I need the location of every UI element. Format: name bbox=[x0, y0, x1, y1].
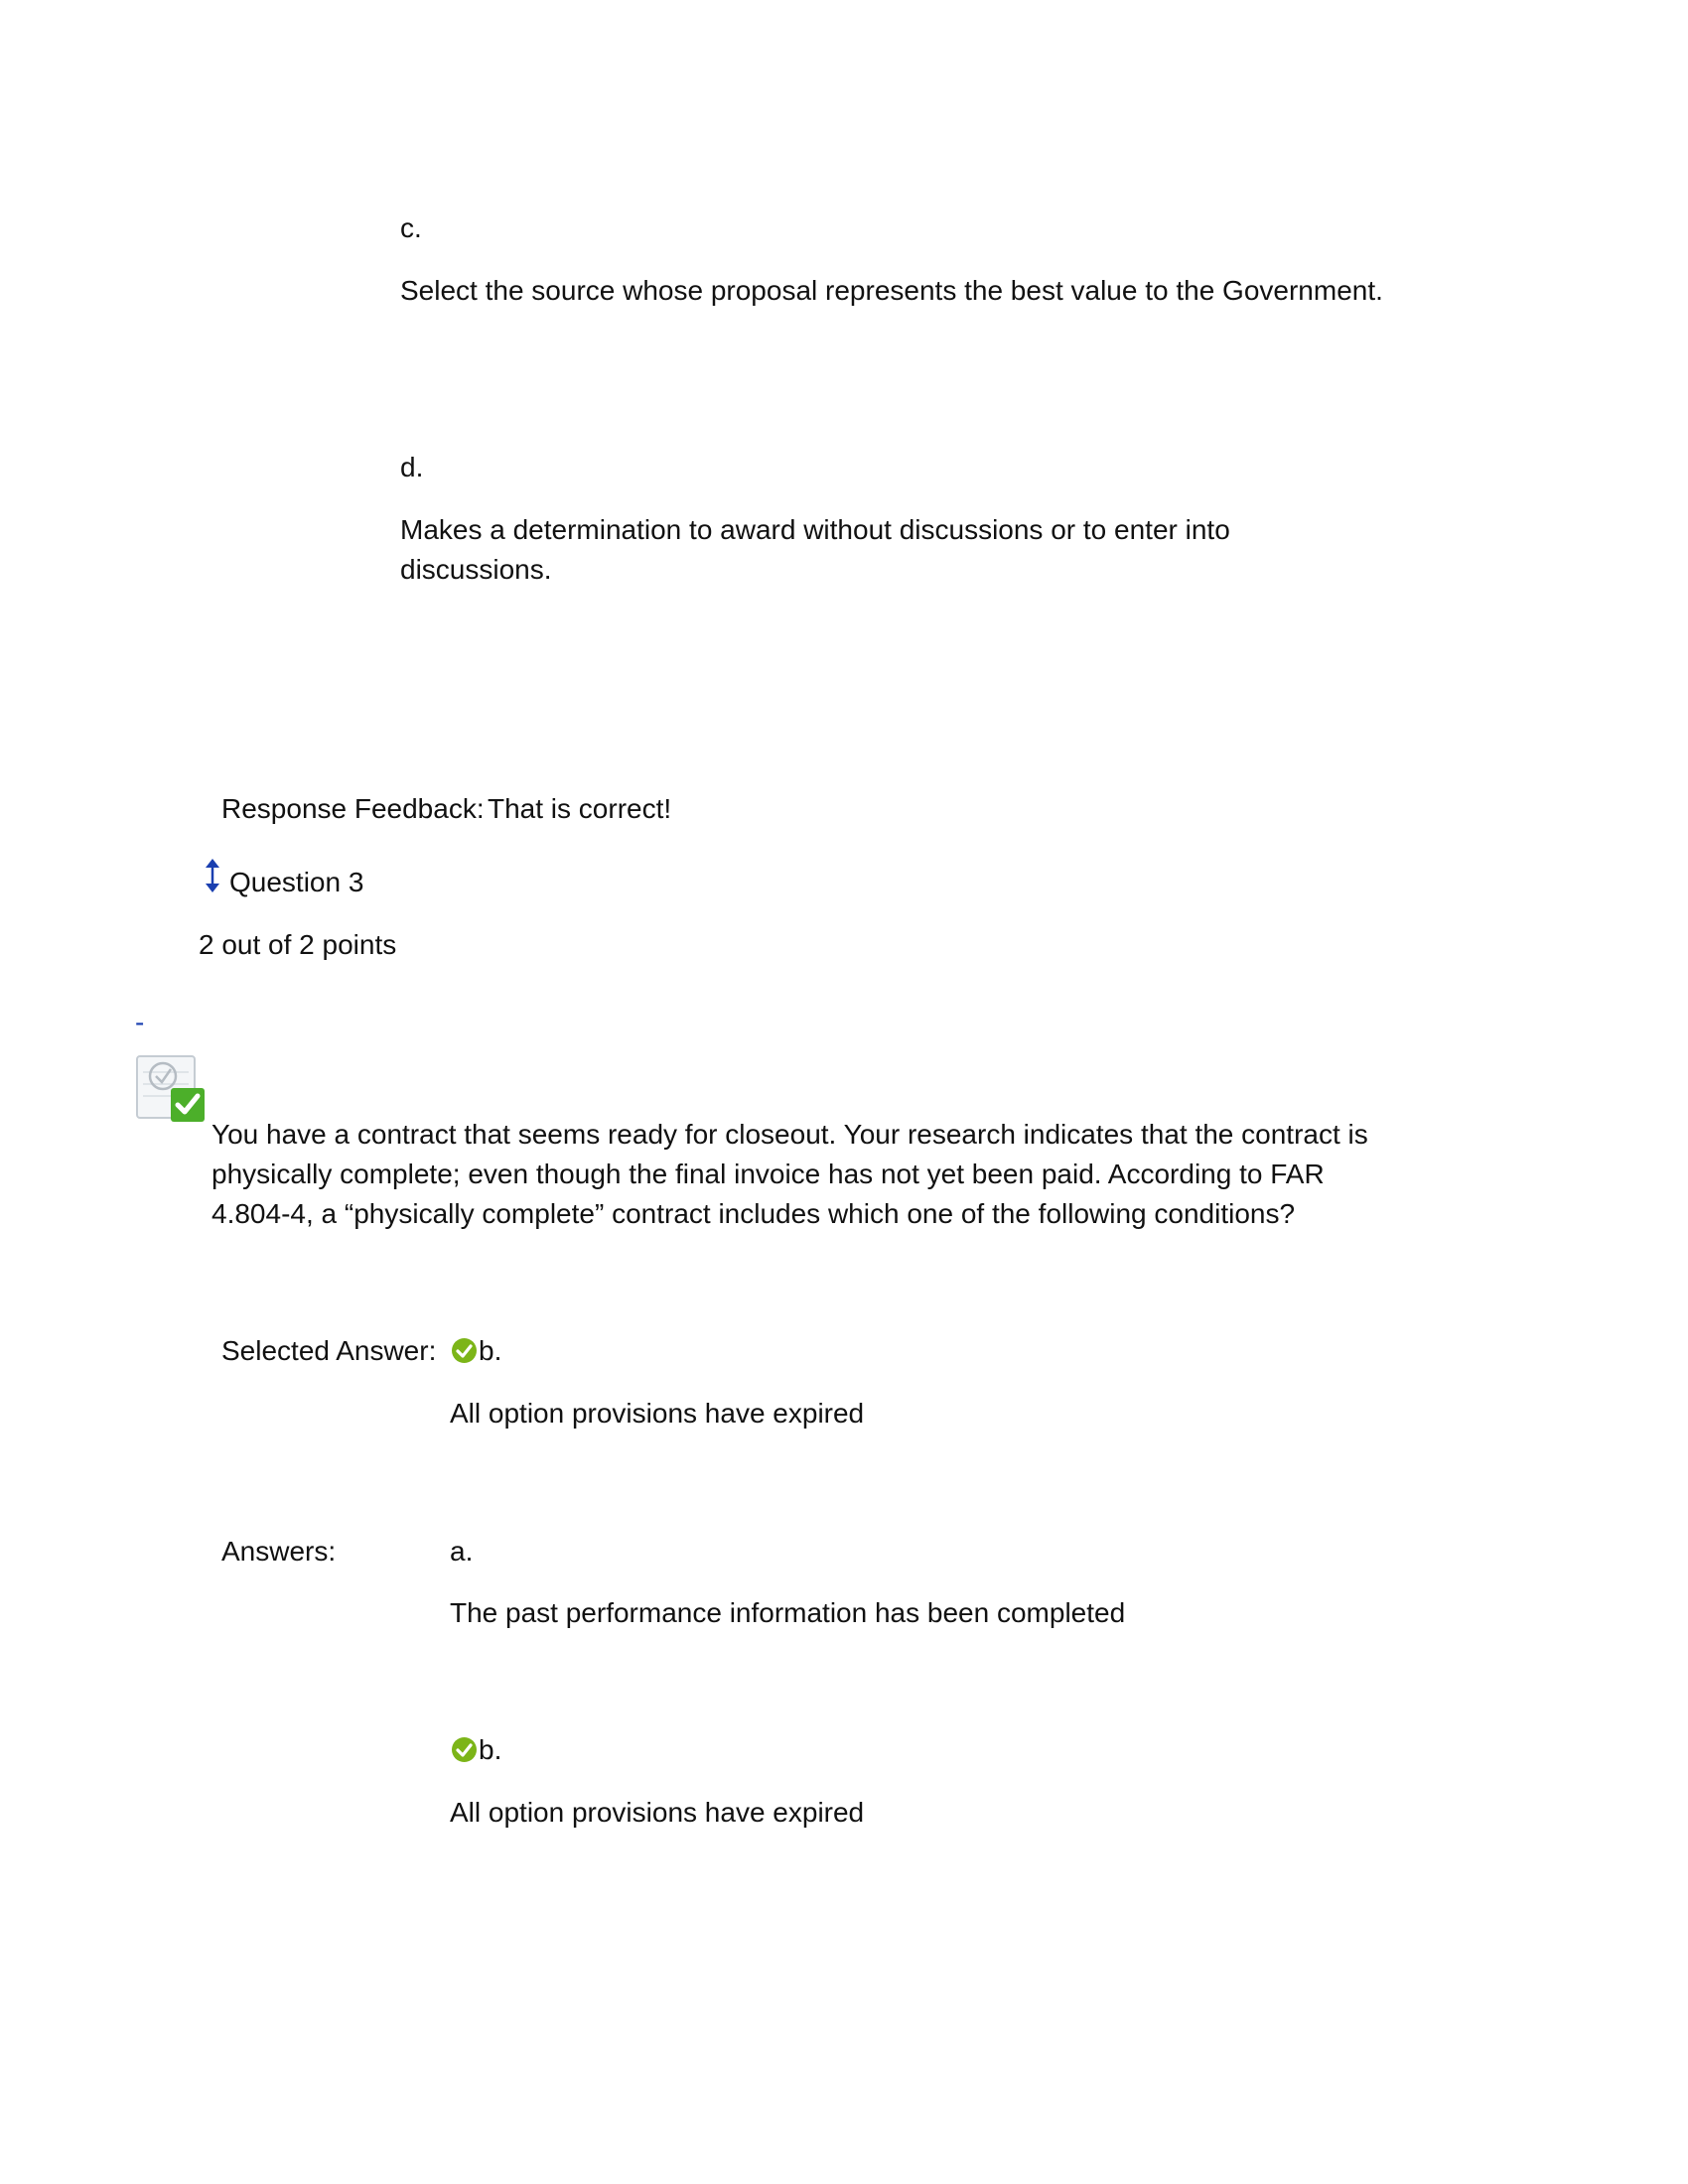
answers-label: Answers: bbox=[221, 1536, 337, 1567]
option-d-text: Makes a determination to award without discussions or to enter into discussions. bbox=[400, 514, 1230, 585]
answer-a-text: The past performance information has been completed bbox=[450, 1597, 1126, 1628]
correct-check-icon bbox=[451, 1337, 478, 1364]
question-3-points: 2 out of 2 points bbox=[199, 929, 397, 960]
option-d-letter: d. bbox=[400, 452, 424, 482]
expand-link[interactable]: - bbox=[135, 1007, 145, 1037]
selected-answer-option bbox=[451, 1331, 501, 1371]
selected-answer-label: Selected Answer: bbox=[221, 1335, 437, 1366]
answer-a-letter: a. bbox=[450, 1536, 474, 1567]
answer-b-letter: b. bbox=[479, 1734, 502, 1765]
option-c-text: Select the source whose proposal represents the best value to the Government. bbox=[400, 275, 1383, 306]
correct-question-icon bbox=[135, 1052, 207, 1124]
selected-answer-text: All option provisions have expired bbox=[450, 1398, 865, 1429]
answer-b-option bbox=[451, 1730, 501, 1770]
selected-answer-letter: b. bbox=[479, 1335, 502, 1366]
response-feedback-label: Response Feedback: bbox=[221, 793, 485, 824]
question-3-title: Question 3 bbox=[229, 867, 364, 897]
correct-check-icon bbox=[451, 1736, 478, 1763]
option-c-letter: c. bbox=[400, 212, 422, 243]
question-3-text: You have a contract that seems ready for closeout. Your research indicates that the contract is physically complete; even though the final invoice has not yet been paid. According to FAR 4.804-4, a “physically complete” contract includes which one of the following conditions? bbox=[211, 1119, 1368, 1229]
answer-b-text: All option provisions have expired bbox=[450, 1797, 865, 1828]
reorder-arrows-icon[interactable] bbox=[203, 858, 222, 893]
response-feedback-value: That is correct! bbox=[488, 793, 672, 824]
